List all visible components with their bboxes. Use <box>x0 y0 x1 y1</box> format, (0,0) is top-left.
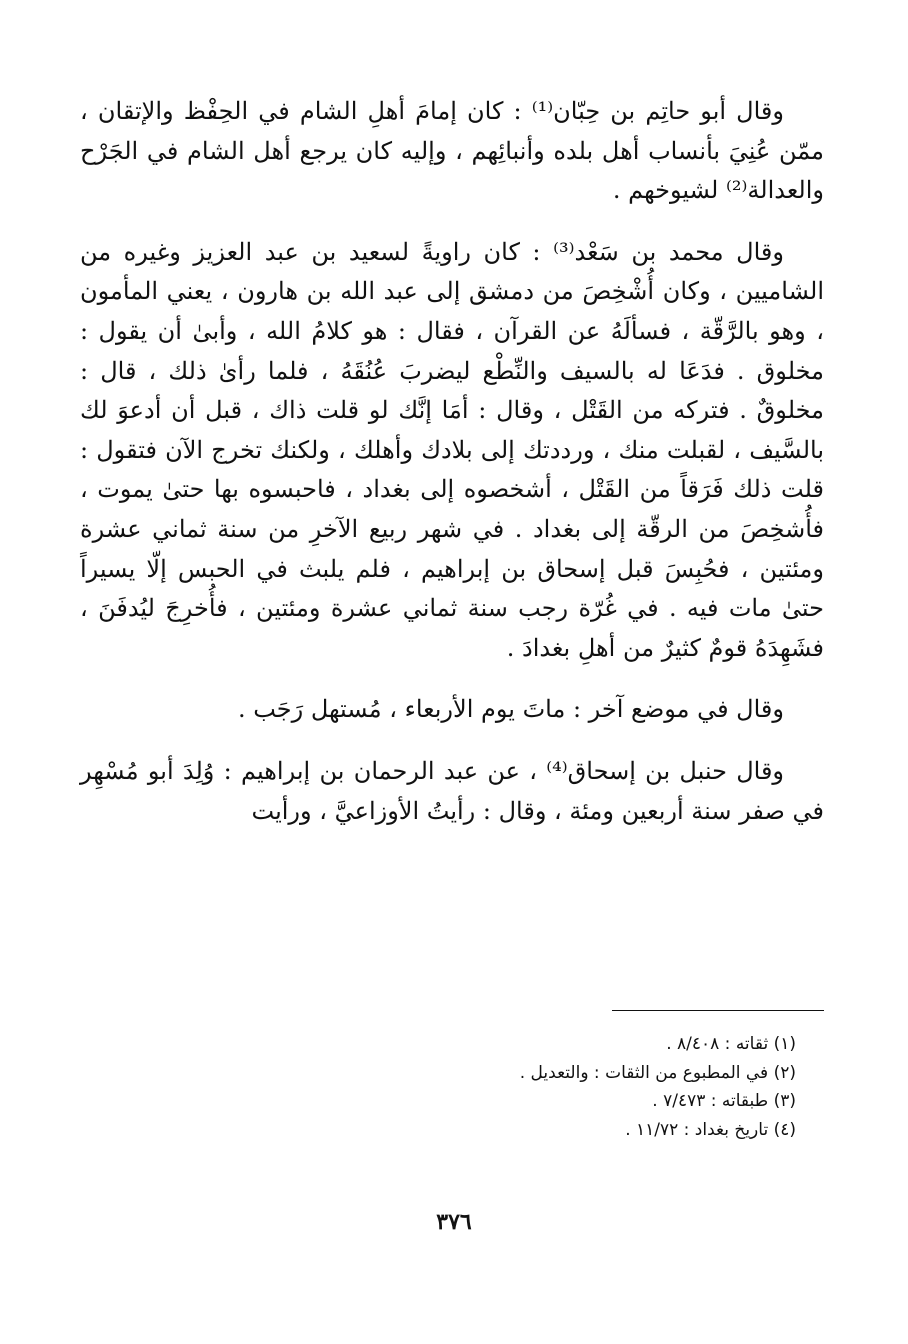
paragraph-ibn-saad: وقال محمد بن سَعْد⁽³⁾ : كان راويةً لسعيد بن عبد العزيز وغيره من الشاميين ، وكان أُشْخِصَ من دمشق إلى عبد الله بن هارون ، يعني المأمون ، وهو بالرَّقّة ، فسألَهُ عن القرآن ، فقال : هو كلامُ الله ، وأبىٰ أن يقول : مخلوق . فدَعَا له بالسيف والنِّطْع ليضربَ عُنُقَهُ ، فلما رأىٰ ذلك ، قال : مخلوقٌ . فتركه من القَتْل ، وقال : أمَا إنَّك لو قلت ذاك ، قبل أن أدعوَ لك بالسَّيف ، لقبلت منك ، ورددتك إلى بلادك وأهلك ، ولكنك تخرج الآن فتقول : قلت ذلك فَرَقاً من القَتْل ، أشخصوه إلى بغداد ، فاحبسوه بها حتىٰ يموت ، فأُشخِصَ من الرقّة إلى بغداد . في شهر ربيع الآخرِ من سنة ثماني عشرة ومئتين ، فحُبِسَ قبل إسحاق بن إبراهيم ، فلم يلبث في الحبس إلّا يسيراً حتىٰ مات فيه . في غُرّة رجب سنة ثماني عشرة ومئتين ، فأُخرِجَ ليُدفَنَ ، فشَهِدَهُ قومٌ كثيرٌ من أهلِ بغدادَ . <box>80 237 824 662</box>
footnote-3: (٣) طبقاته : ٧/٤٧٣ . <box>652 1091 796 1111</box>
footnote-1: (١) ثقاته : ٨/٤٠٨ . <box>666 1034 796 1054</box>
paragraph-another-place: وقال في موضع آخر : ماتَ يوم الأربعاء ، مُستهل رَجَب . <box>237 695 784 724</box>
main-text <box>80 92 824 853</box>
footnote-divider <box>612 1010 824 1011</box>
footnote-2: (٢) في المطبوع من الثقات : والتعديل . <box>519 1062 796 1083</box>
footnote-4: (٤) تاريخ بغداد : ١١/٧٢ . <box>625 1119 796 1140</box>
footnotes <box>80 1030 796 1144</box>
paragraph-hanbal: وقال حنبل بن إسحاق⁽⁴⁾ ، عن عبد الرحمان بن إبراهيم : وُلِدَ أبو مُسْهِر في صفر سنة أربعين ومئة ، وقال : رأيتُ الأوزاعيَّ ، ورأيت <box>80 756 824 825</box>
paragraph-abu-hatim: وقال أبو حاتِم بن حِبّان⁽¹⁾ : كان إمامَ أهلِ الشام في الحِفْظ والإتقان ، ممّن عُنِيَ بأنساب أهل بلده وأنبائِهم ، وإليه كان يرجع أهل الشام في الجَرْح والعدالة⁽²⁾ لشيوخهم . <box>80 97 824 205</box>
page-number: ٣٧٦ <box>436 1209 472 1235</box>
